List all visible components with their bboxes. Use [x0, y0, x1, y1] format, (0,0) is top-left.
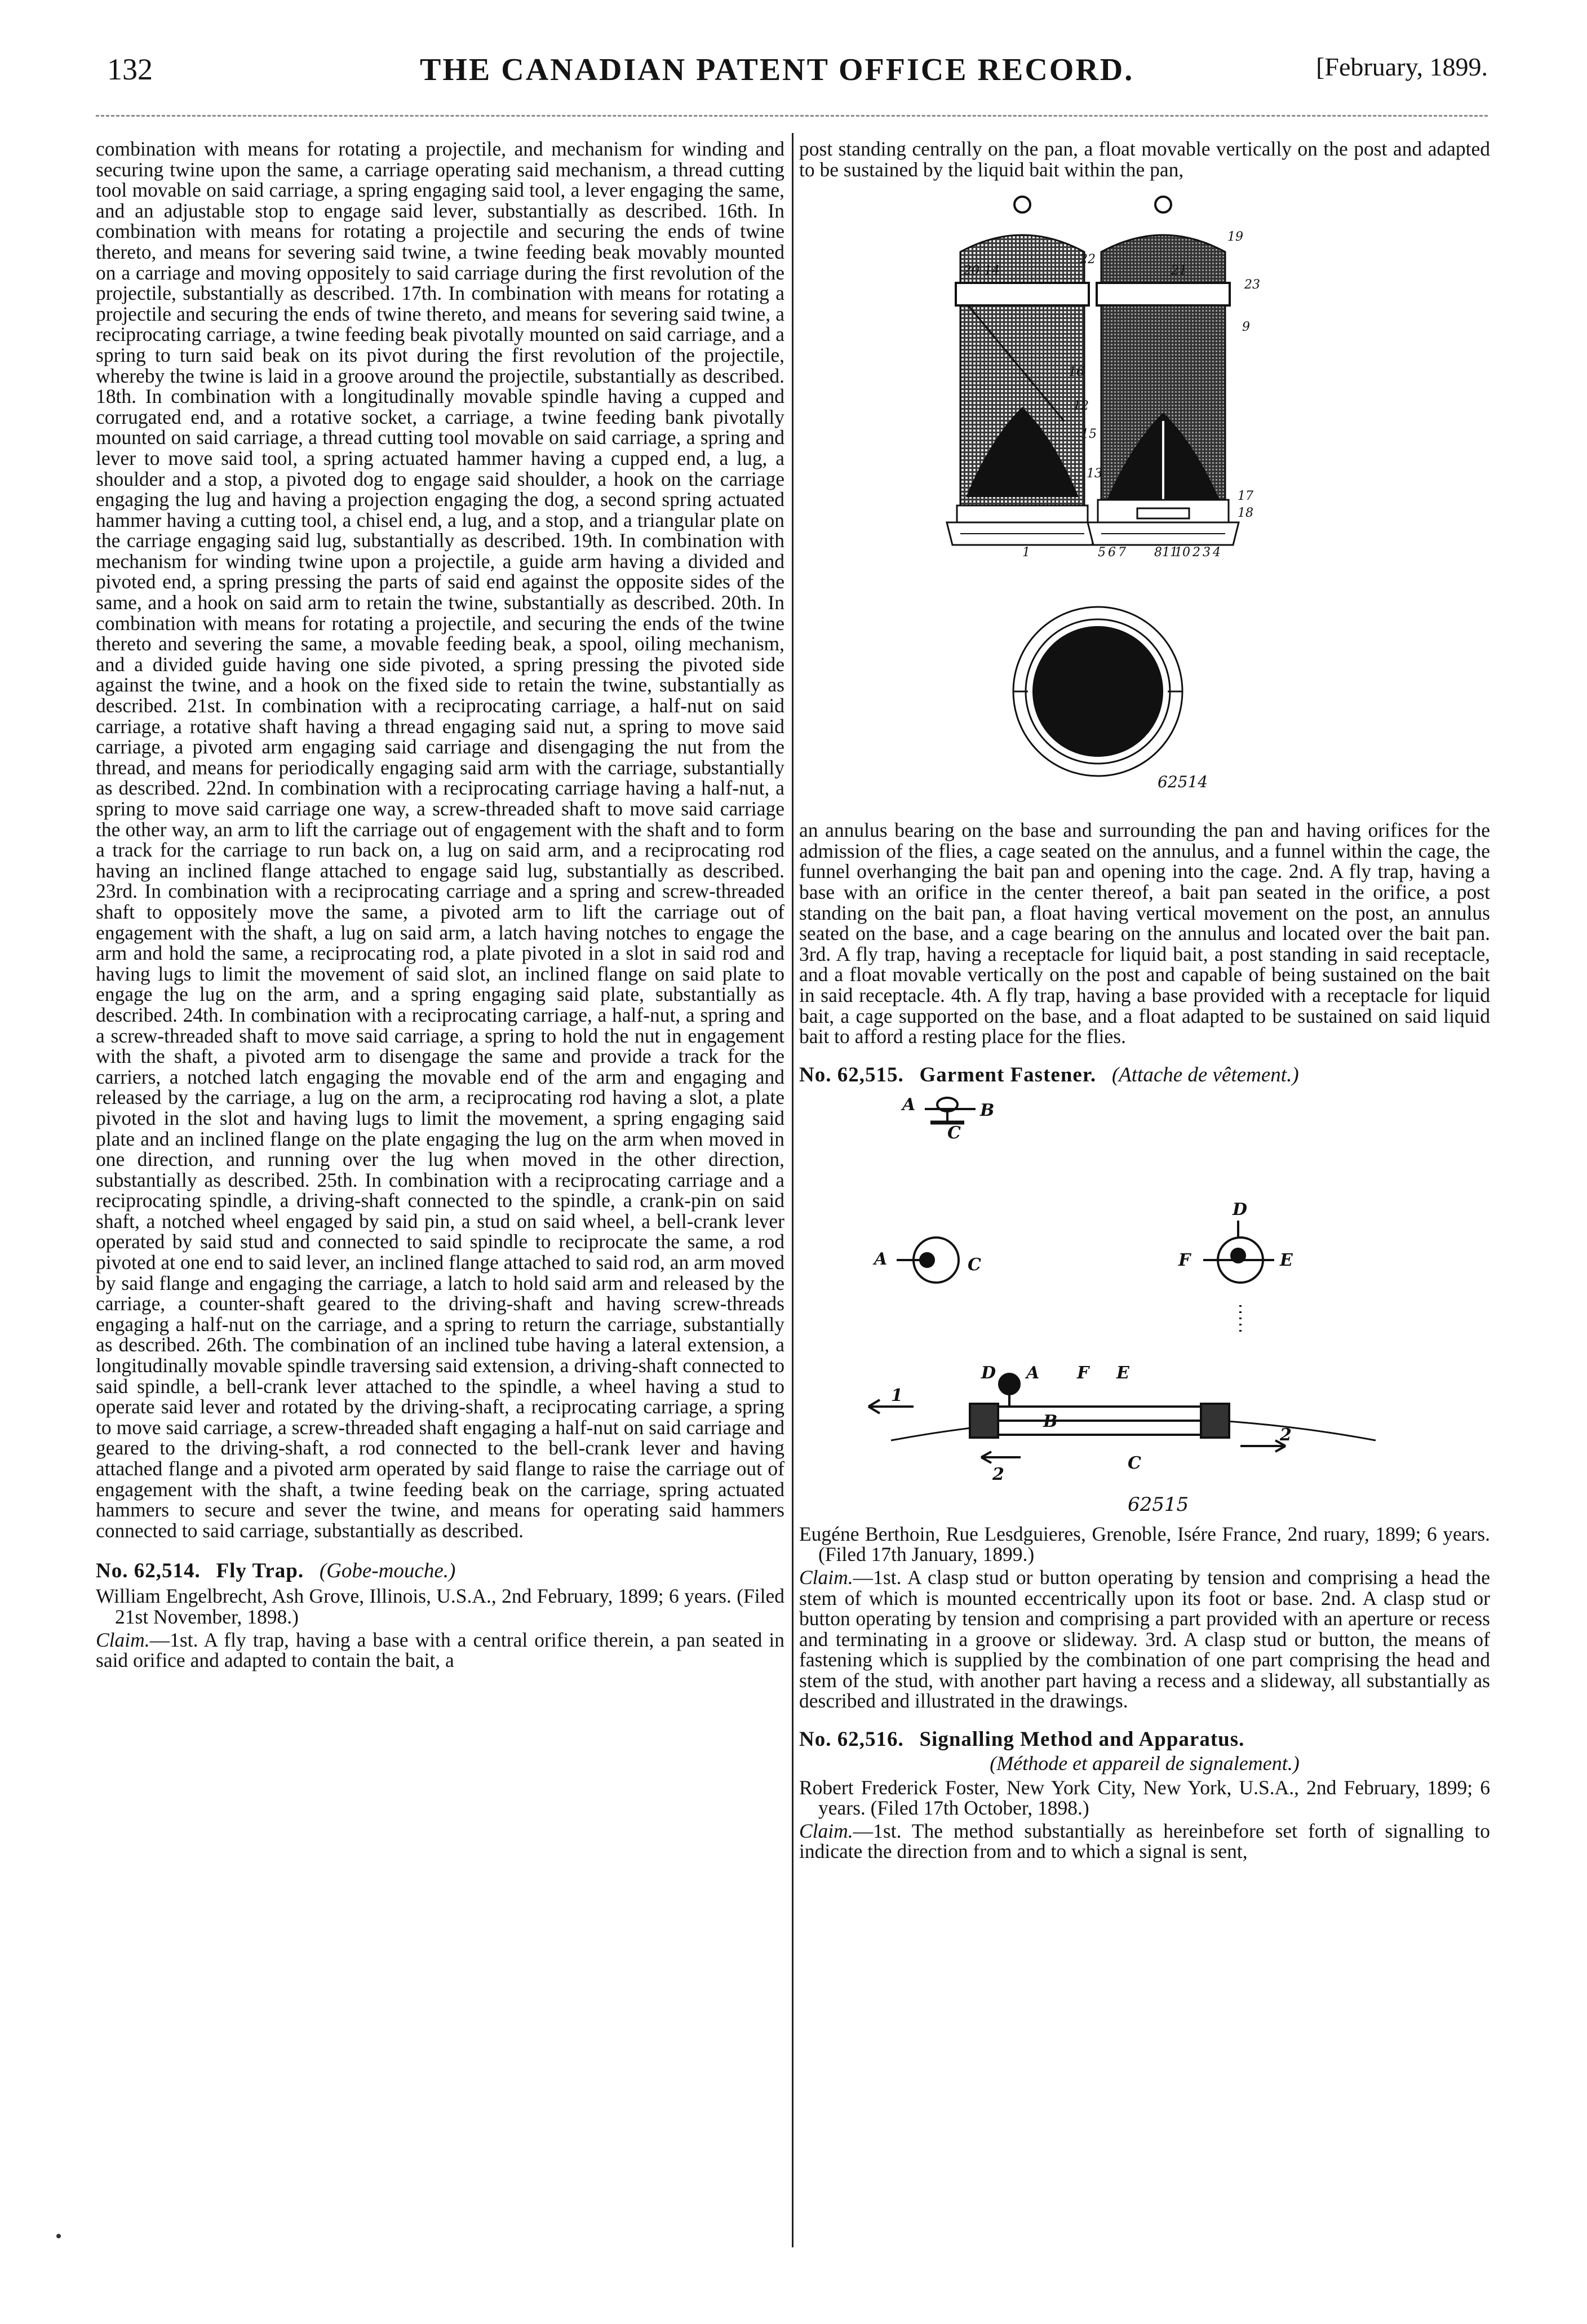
- ref-19-top: 19: [1227, 230, 1243, 245]
- ref-2: 2: [1193, 545, 1200, 560]
- issue-date: [February, 1899.: [1316, 52, 1488, 81]
- left-column: [96, 139, 784, 2274]
- ref-11: 11: [1162, 545, 1178, 560]
- patentee-line: Eugéne Berthoin, Rue Lesdguieres, Grenoble, Isére France, 2nd ruary, 1899; 6 years. (Filed 17th January, 1899.): [799, 1522, 1490, 1566]
- ref-13: 13: [1087, 467, 1102, 481]
- right-column: [799, 139, 1490, 2274]
- label-E-mid: E: [1280, 1250, 1293, 1270]
- fly-trap-claims-rest: an annulus bearing on the base and surrounding the pan and having orifices for the admission of the flies, a cage seated on the annulus, and a funnel within the cage, the funnel overhanging the bait pan and opening into the cage. 2nd. A fly trap, having a base with an orifice in the center thereof, a bait pan seated in the orifice, a post standing on the bait pan, a float having vertical movement on the post, an annulus seated on the base, and a cage bearing on the annulus and located over the bait pan. 3rd. A fly trap, having a receptacle for liquid bait, a post standing in said receptacle, and a float movable vertically on the post and capable of being sustained on the bait in said receptacle. 4th. A fly trap, having a base provided with a receptacle for liquid bait, a cage supported on the base, and a float adapted to be sustained on said liquid bait to afford a resting place for the flies.: [799, 819, 1490, 1048]
- ref-6: 6: [1108, 545, 1116, 560]
- label-A-top: A: [902, 1094, 916, 1115]
- ref-7: 7: [1118, 545, 1126, 560]
- ref-5: 5: [1098, 545, 1106, 560]
- patent-number: No. 62,516.: [799, 1728, 904, 1751]
- label-E-section: E: [1116, 1363, 1129, 1383]
- figure-signature: 62515: [1128, 1493, 1189, 1516]
- claim-body: —1st. The method substantially as hereinbefore set forth of signalling to indicate the direction from and to which a signal is sent,: [799, 1819, 1490, 1863]
- patent-title: Signalling Method and Apparatus.: [919, 1728, 1245, 1751]
- label-A-mid: A: [874, 1249, 888, 1269]
- label-B-section: B: [1043, 1411, 1058, 1431]
- patent-title: Fly Trap.: [216, 1559, 304, 1583]
- patent-number: No. 62,514.: [96, 1559, 201, 1583]
- column-divider: [792, 133, 794, 2247]
- fly-trap-plan-view: [1013, 607, 1182, 776]
- label-F-section: F: [1077, 1363, 1089, 1383]
- ref-1: 1: [1022, 545, 1030, 560]
- ref-10: 10: [1174, 545, 1190, 560]
- fly-trap-section-view: [1088, 197, 1239, 545]
- ref-17: 17: [1238, 489, 1253, 504]
- ref-3: 3: [1203, 545, 1211, 560]
- ref-23: 23: [1244, 278, 1260, 292]
- patent-62514-heading: [96, 1560, 784, 1582]
- patent-62515-heading: [799, 1064, 1490, 1086]
- ref-8: 8: [1154, 545, 1162, 560]
- header-rule: [96, 115, 1488, 117]
- patent-62516-heading: [799, 1728, 1490, 1751]
- claim-label: Claim.: [799, 1819, 853, 1842]
- ref-14-left: 14: [984, 264, 1000, 278]
- arrow-label-1: 1: [891, 1385, 903, 1405]
- claim-body: —1st. A clasp stud or button operating by tension and comprising a head the stem of which is mounted eccentrically upon its foot or base. 2nd. A clasp stud or button operating by tension and comprising a part provided with an aperture or recess and terminating in a groove or slideway. 3rd. A clasp stud or button, the means of fastening which is supplied by the combination of one part comprising the head and stem of the stud, with another part having a recess and a slideway, all substantially as described and illustrated in the drawings.: [799, 1565, 1490, 1713]
- ref-9-right: 9: [1242, 320, 1250, 335]
- ref-12: 12: [1073, 399, 1089, 414]
- patent-number: No. 62,515.: [799, 1063, 904, 1086]
- page-header: [96, 52, 1488, 97]
- arrow-label-2-right: 2: [1280, 1425, 1292, 1445]
- claim-text: [799, 1821, 1490, 1862]
- patent-title: Garment Fastener.: [919, 1063, 1097, 1086]
- ref-21: 21: [1171, 264, 1187, 278]
- patentee-line: William Engelbrecht, Ash Grove, Illinois, U.S.A., 2nd February, 1899; 6 years. (Filed 21st November, 1898.): [96, 1585, 784, 1628]
- claim-text: [96, 1630, 784, 1671]
- figure-signature: 62514: [1158, 773, 1208, 792]
- ref-4: 4: [1213, 545, 1221, 560]
- garment-fastener-labels: [872, 1095, 1293, 1516]
- ref-22: 22: [1080, 252, 1096, 267]
- garment-fastener-figure: [835, 1091, 1455, 1519]
- claim-label: Claim.: [96, 1628, 150, 1651]
- label-F-mid: F: [1178, 1250, 1191, 1270]
- claims-continued-text: combination with means for rotating a projectile, and mechanism for winding and securing twine upon the same, a carriage operating said mechanism, a thread cutting tool movable on said carriage, a spring engaging said tool, a lever engaging the same, and an adjustable stop to engage said lever, substantially as described. 16th. In combination with means for rotating a projectile and securing the ends of twine thereto, and means for severing said twine, a twine feeding beak movably mounted on a carriage and moving oppositely to said carriage during the first revolution of the projectile, substantially as described. 17th. In combination with means for rotating a projectile and securing the ends of twine thereto, and means for severing said twine, a reciprocating carriage, a twine feeding beak pivotally mounted on said carriage, and a spring to turn said beak on its pivot during the first revolution of the projectile, whereby the twine is laid in a groove around the projectile, substantially as described. 18th. In combination with a longitudinally movable spindle having a cupped and corrugated end, and a rotative socket, a carriage, a twine feeding bank pivotally mounted on said carriage, a thread cutting tool movable on said carriage, a spring and lever to move said tool, a spring actuated hammer having a cupped end, a lug, a shoulder and a stop, a pivoted dog to engage said shoulder, a hook on the carriage engaging the lug and having a projection engaging the dog, a second spring actuated hammer having a cutting tool, a chisel end, a lug, and a stop, and a triangular plate on the carriage engaging said lug, substantially as described. 19th. In combination with mechanism for winding twine upon a projectile, a guide arm having a divided and pivoted end, a spring pressing the parts of said end against the opposite sides of the same, and a hook on said arm to retain the twine, substantially as described. 20th. In combination with means for rotating a projectile, and securing the ends of the twine thereto and severing the same, a movable feeding beak, a spool, oiling mechanism, and a divided guide having one side pivoted, a spring pressing the pivoted side against the twine, and a hook on the fixed side to retain the twine, substantially as described. 21st. In combination with a reciprocating carriage, a half-nut on said carriage, a rotative shaft having a thread engaging said nut, a spring to move said carriage, a pivoted arm engaging said carriage and disengaging the nut from the thread, and means for periodically engaging said arm with the carriage, substantially as described. 22nd. In combination with a reciprocating carriage having a half-nut, a spring to move said carriage one way, a screw-threaded shaft to move said carriage the other way, an arm to lift the carriage out of engagement with the shaft and to form a track for the carriage to run back on, a lug on said arm, and a reciprocating rod having an inclined flange attached to engage said lug, substantially as described. 23rd. In combination with a reciprocating carriage and a spring and screw-threaded shaft to oppositely move the same, a pivoted arm to lift the carriage out of engagement with the shaft, a lug on said arm, a latch having notches to engage the arm and hold the same, a reciprocating rod, a plate pivoted in a slot in said rod and having lugs to limit the movement of said slot, an inclined flange on said plate to engage the lug on the arm, and a spring engaging said plate, substantially as described. 24th. In combination with a reciprocating carriage, a half-nut, a spring and a screw-threaded shaft to move said carriage, a spring to hold the nut in engagement with the shaft, a pivoted arm to disengage the same and provide a track for the carriers, a notched latch engaging the movable end of the arm and engaging and released by the carriage, a lug on the arm, a reciprocating rod having a slot, a plate pivoted in the slot and having lugs to limit the movement, a spring engaging said plate and an inclined flange on the plate engaging the lug on the arm when moved in one direction, and running over the lug when moved in the other direction, substantially as described. 25th. In combination with a reciprocating carriage and a reciprocating spindle, a driving-shaft connected to the spindle, a crank-pin on said shaft, a notched wheel engaged by said pin, a stud on said wheel, a bell-crank lever operated by said stud and connected to said spindle to reciprocate the same, a rod pivoted at one end to said lever, an inclined flange attached to said rod, an arm moved by said flange and engaging the carriage, a latch to hold said arm and released by the carriage, a counter-shaft geared to the driving-shaft and having screw-threads engaging a half-nut on the carriage, and a spring to return the carriage, substantially as described. 26th. The combination of an inclined tube having a lateral extension, a longitudinally movable spindle traversing said extension, a driving-shaft connected to said spindle, a bell-crank lever attached to the spindle, a wheel having a stud to operate said lever and rotated by the driving-shaft, a reciprocating carriage, a spring to move said carriage, a screw-threaded shaft engaging a half-nut on said carriage and geared to the driving-shaft, a rod connected to the bell-crank lever and having attached flange and a pivoted arm operated by said flange to raise the carriage out of engagement with the shaft, a twine feeding beak on the carriage, spring actuated hammers to secure and sever the twine, and means for operating said hammers connected to said carriage, substantially as described.: [96, 138, 784, 1542]
- label-B-top: B: [980, 1100, 995, 1120]
- patent-french-title: (Méthode et appareil de signalement.): [990, 1752, 1300, 1775]
- label-C-mid: C: [968, 1254, 981, 1275]
- label-C-section: C: [1128, 1453, 1141, 1473]
- ref-16: 16: [1069, 365, 1084, 380]
- claim-body: —1st. A fly trap, having a base with a central orifice therein, a pan seated in said orifice and adapted to contain the bait, a: [96, 1628, 784, 1672]
- ref-18: 18: [1238, 506, 1253, 521]
- running-title: THE CANADIAN PATENT OFFICE RECORD.: [420, 52, 1134, 87]
- patent-french-title: (Attache de vêtement.): [1111, 1063, 1299, 1086]
- fly-trap-claim-continued: post standing centrally on the pan, a float movable vertically on the post and adapted to be sustained by the liquid bait within the pan,: [799, 138, 1490, 181]
- margin-dot: [56, 2234, 61, 2238]
- claim-text: [799, 1567, 1490, 1711]
- label-C-top: C: [947, 1123, 961, 1143]
- patentee-line: Robert Frederick Foster, New York City, New York, U.S.A., 2nd February, 1899; 6 years. (Filed 17th October, 1898.): [799, 1776, 1490, 1820]
- fly-trap-figure: [799, 184, 1490, 815]
- page-number: 132: [107, 52, 153, 86]
- ref-20: 20: [964, 264, 979, 278]
- label-D-section: D: [981, 1363, 996, 1383]
- ref-15: 15: [1081, 427, 1097, 442]
- claim-label: Claim.: [799, 1565, 853, 1589]
- arrow-label-2-left: 2: [992, 1464, 1004, 1484]
- label-D-mid: D: [1233, 1199, 1248, 1219]
- patent-french-title: (Gobe-mouche.): [319, 1559, 456, 1583]
- label-A-section: A: [1026, 1363, 1040, 1383]
